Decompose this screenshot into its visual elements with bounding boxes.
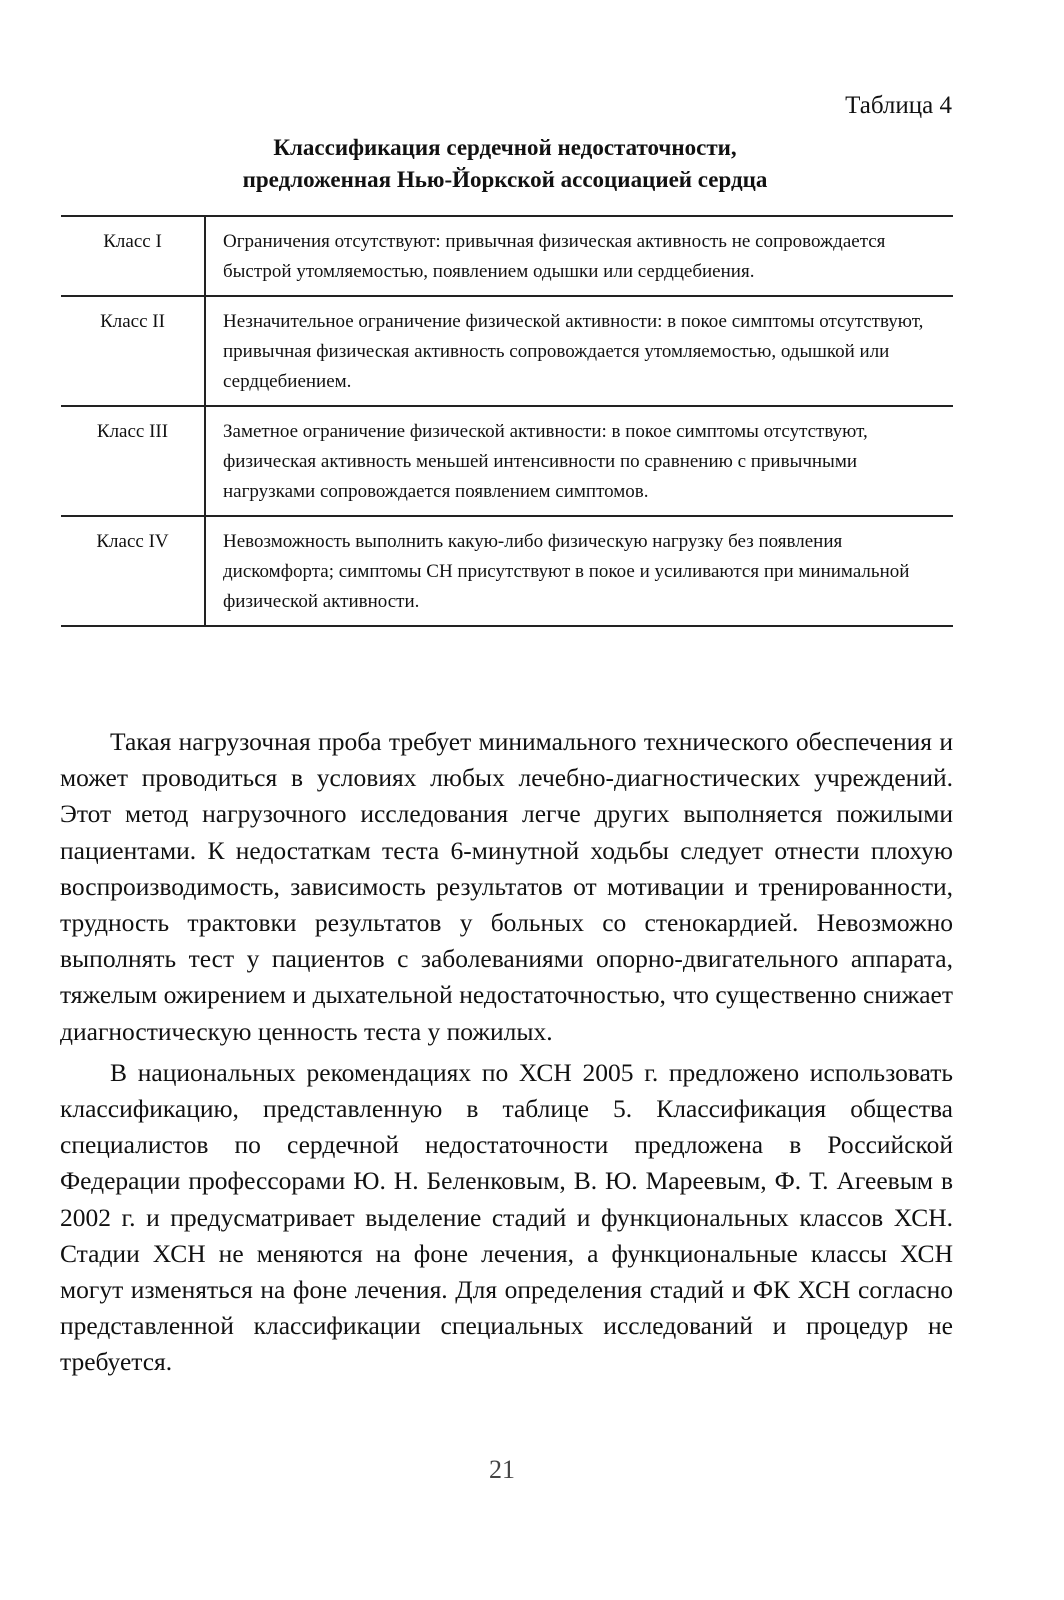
table-title (60, 132, 950, 196)
table-row (61, 406, 953, 516)
description-cell: Заметное ограничение физической активности: в покое симптомы отсутствуют, физическая активность меньшей интенсивности по сравнению с привычными нагрузками сопровождается появлением симптомов. (223, 421, 868, 502)
class-cell: Класс III (61, 406, 205, 516)
class-cell: Класс II (61, 296, 205, 406)
table-title-line-2: предложенная Нью-Йоркской ассоциацией сердца (242, 167, 768, 192)
table-row (61, 216, 953, 296)
table-title-line-1: Классификация сердечной недостаточности, (273, 135, 737, 160)
page-number: 21 (489, 1455, 515, 1484)
description-cell: Ограничения отсутствуют: привычная физическая активность не сопровождается быстрой утомляемостью, появлением одышки или сердцебиения. (223, 231, 886, 282)
class-cell: Класс IV (61, 516, 205, 626)
paragraph: В национальных рекомендациях по ХСН 2005 г. предложено использовать классификацию, представленную в таблице 5. Классификация общества специалистов по сердечной недостаточности предложена в Российской Федерации профессорами Ю. Н. Беленковым, В. Ю. Мареевым, Ф. Т. Агеевым в 2002 г. и предусматривает выделение стадий и функциональных классов ХСН. Стадии ХСН не меняются на фоне лечения, а функциональные классы ХСН могут изменяться на фоне лечения. Для определения стадий и ФК ХСН согласно представленной классификации специальных исследований и процедур не требуется. (60, 1057, 953, 1377)
paragraph: Такая нагрузочная проба требует минимального технического обеспечения и может проводиться в условиях любых лечебно-диагностических учреждений. Этот метод нагрузочного исследования легче других выполняется пожилыми пациентами. К недостаткам теста 6-минутной ходьбы следует отнести плохую воспроизводимость, зависимость результатов от мотивации и тренированности, трудность трактовки результатов у больных со стенокардией. Невозможно выполнять тест у пациентов с заболеваниями опорно-двигательного аппарата, тяжелым ожирением и дыхательной недостаточностью, что существенно снижает диагностическую ценность теста у пожилых. (60, 727, 953, 1046)
table-label: Таблица 4 (845, 92, 952, 119)
description-cell: Незначительное ограничение физической активности: в покое симптомы отсутствуют, привычная физическая активность сопровождается утомляемостью, одышкой или сердцебиением. (223, 311, 924, 392)
table-row (61, 516, 953, 626)
table-row (61, 296, 953, 406)
description-cell: Невозможность выполнить какую-либо физическую нагрузку без появления дискомфорта; симптомы СН присутствуют в покое и усиливаются при минимальной физической активности. (223, 531, 910, 612)
heart-failure-classification-table (61, 215, 953, 627)
body-text (60, 724, 953, 1386)
class-cell: Класс I (61, 216, 205, 296)
